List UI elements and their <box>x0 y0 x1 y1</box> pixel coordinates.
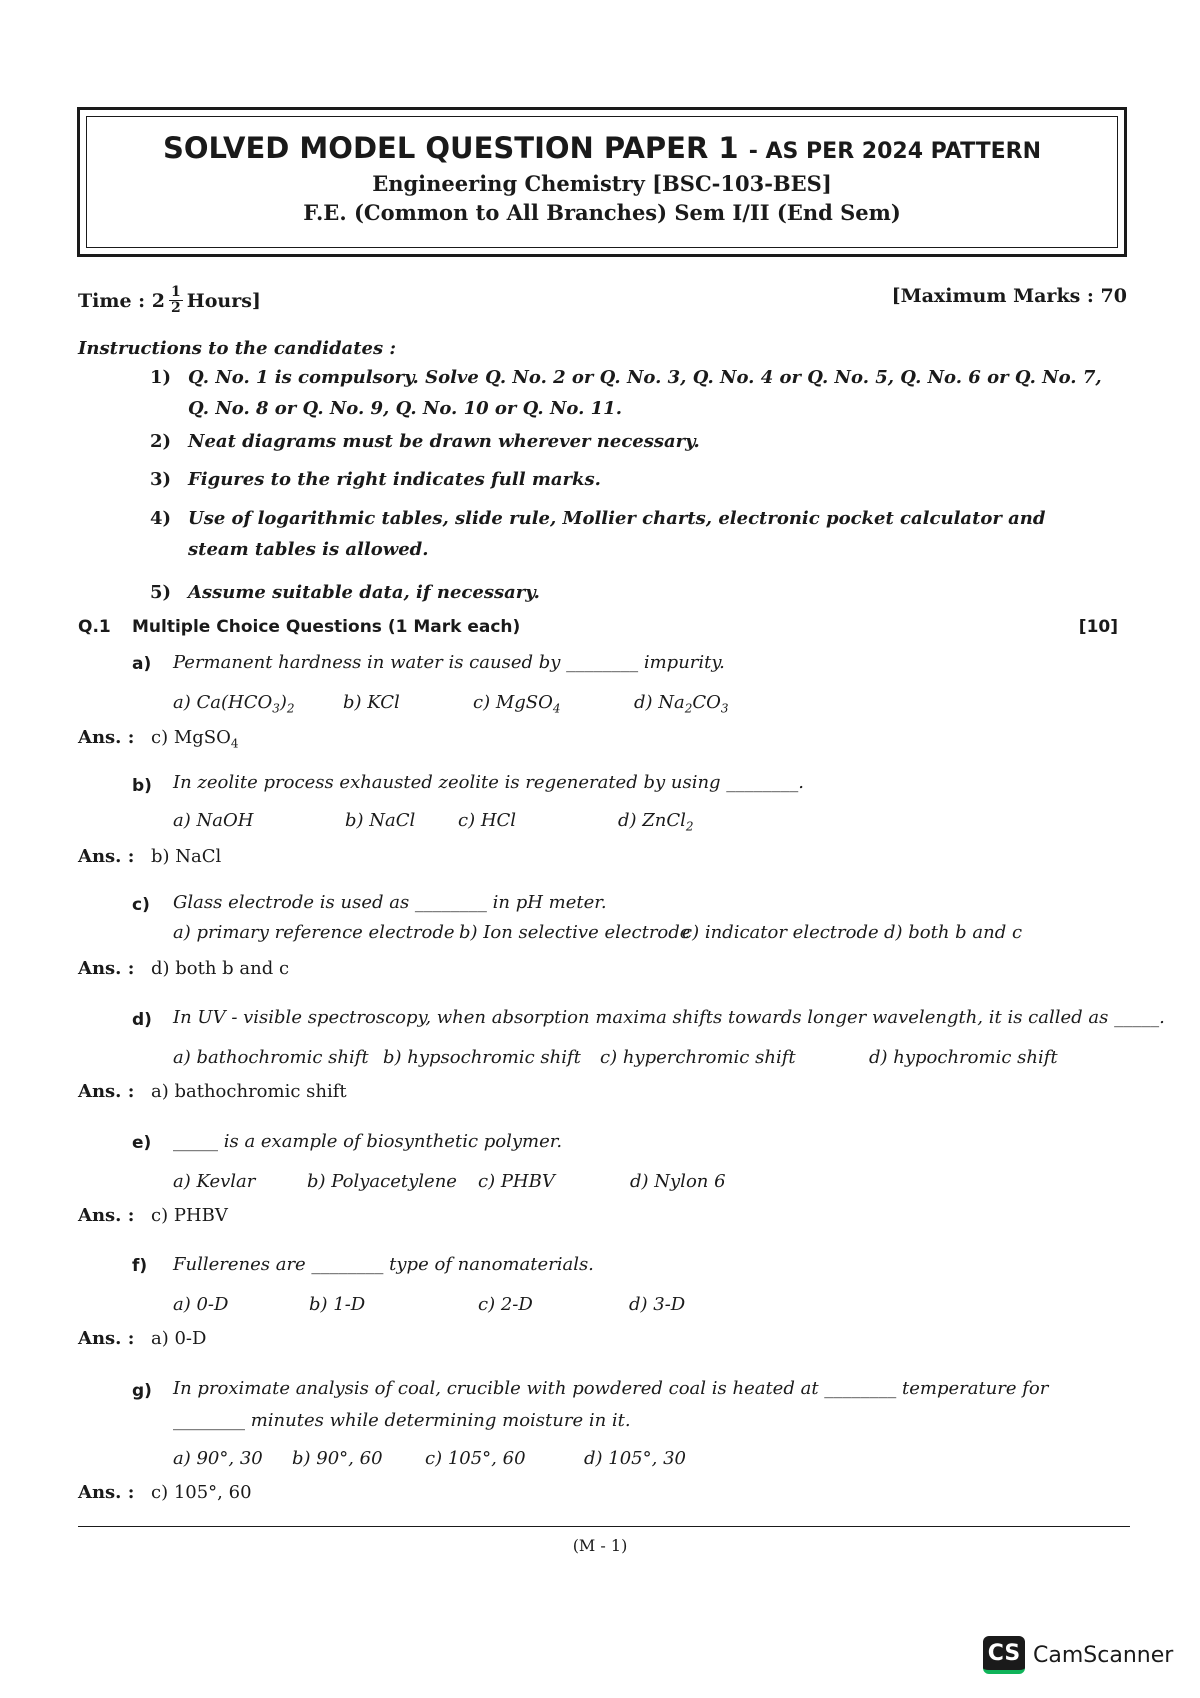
option: d) $Na_2CO_3$ <box>634 692 729 716</box>
camscanner-name: CamScanner <box>1033 1642 1174 1668</box>
question-label: b) <box>132 776 152 796</box>
course-line: F.E. (Common to All Branches) Sem I/II (End Sem) <box>303 200 901 225</box>
page-number: (M - 1) <box>572 1536 628 1555</box>
option: c) MgSO$_4$ <box>473 692 561 716</box>
option: b) NaCl <box>345 810 416 831</box>
option: a) bathochromic shift <box>173 1047 369 1068</box>
question-label: d) <box>132 1010 152 1030</box>
question-label: f) <box>132 1256 148 1276</box>
option: d) Nylon 6 <box>630 1171 726 1192</box>
option: c) hyperchromic shift <box>600 1047 796 1068</box>
instruction-item: 2) Neat diagrams must be drawn wherever necessary. <box>150 431 700 452</box>
instruction-item: 5) Assume suitable data, if necessary. <box>150 582 540 603</box>
option: b) KCl <box>343 692 400 713</box>
instruction-item: 1) Q. No. 1 is compulsory. Solve Q. No. 2 or Q. No. 3, Q. No. 4 or Q. No. 5, Q. No. 6 or Q. No. 7, Q. No. 8 or Q. No. 9, Q. No. 10 or Q. No. 11. <box>150 367 1102 419</box>
option: a) Kevlar <box>173 1171 256 1192</box>
answer-line: Ans. : d) both b and c <box>78 958 290 979</box>
time-fraction: $\frac{1}{2}$ <box>171 284 181 316</box>
camscanner-logo-icon: CS <box>983 1636 1025 1674</box>
paper-title: SOLVED MODEL QUESTION PAPER 1 - AS PER 2024 PATTERN <box>162 131 1042 165</box>
question-label: c) <box>132 895 150 915</box>
question-title: Multiple Choice Questions (1 Mark each) <box>132 617 521 637</box>
question-label: a) <box>132 654 152 674</box>
question-text: Glass electrode is used as ________ in pH meter. <box>173 892 607 913</box>
subject-line: Engineering Chemistry [BSC-103-BES] <box>372 171 832 196</box>
option: b) hypsochromic shift <box>383 1047 581 1068</box>
question-text: Permanent hardness in water is caused by ________ impurity. <box>173 652 725 673</box>
answer-line: Ans. : c) 105°, 60 <box>78 1482 252 1503</box>
option: d) 3-D <box>629 1294 686 1315</box>
option: d) ZnCl$_2$ <box>618 810 694 834</box>
question-text: Fullerenes are ________ type of nanomaterials. <box>173 1254 594 1275</box>
question-label: e) <box>132 1133 152 1153</box>
option: a) 90°, 30 <box>173 1448 263 1469</box>
pattern-label: - AS PER 2024 PATTERN <box>748 139 1042 164</box>
option: c) 105°, 60 <box>425 1448 526 1469</box>
option: d) 105°, 30 <box>584 1448 686 1469</box>
answer-line: Ans. : a) 0-D <box>78 1328 207 1349</box>
instruction-item: 3) Figures to the right indicates full marks. <box>150 469 601 490</box>
option: b) Ion selective electrode <box>459 922 691 943</box>
option: d) hypochromic shift <box>869 1047 1058 1068</box>
question-text: In UV - visible spectroscopy, when absorption maxima shifts towards longer wavelength, it is called as _____. <box>173 1007 1165 1028</box>
option: b) 1-D <box>309 1294 366 1315</box>
option: c) PHBV <box>478 1171 555 1192</box>
camscanner-watermark <box>983 1636 1173 1674</box>
question-text: In proximate analysis of coal, crucible with powdered coal is heated at ________ temperature for ________ minutes while determining moisture in it. <box>173 1378 1049 1431</box>
max-marks-label: [Maximum Marks : 70 <box>891 285 1127 307</box>
option: c) 2-D <box>478 1294 533 1315</box>
question-text: _____ is a example of biosynthetic polymer. <box>173 1131 563 1152</box>
option: c) indicator electrode <box>682 922 879 943</box>
option: b) Polyacetylene <box>307 1171 457 1192</box>
option: a) 0-D <box>173 1294 229 1315</box>
title-box <box>77 107 1127 257</box>
answer-line: Ans. : c) PHBV <box>78 1205 228 1226</box>
question-label: g) <box>132 1381 152 1401</box>
instruction-item: 4) Use of logarithmic tables, slide rule, Mollier charts, electronic pocket calculator and steam tables is allowed. <box>150 508 1046 560</box>
option: a) $Ca(HCO_3)_2$ <box>173 692 295 716</box>
question-marks: [10] <box>1078 617 1118 637</box>
footer-divider <box>78 1526 1130 1527</box>
option: a) NaOH <box>173 810 254 831</box>
option: a) primary reference electrode <box>173 922 455 943</box>
option: d) both b and c <box>884 922 1023 943</box>
option: b) 90°, 60 <box>292 1448 383 1469</box>
answer-line: Ans. : a) bathochromic shift <box>78 1081 347 1102</box>
answer-line: Ans. : c) MgSO$_4$ <box>78 727 239 751</box>
question-number: Q.1 <box>78 617 111 637</box>
instructions-heading: Instructions to the candidates : <box>78 338 397 359</box>
time-label: Time : 2 $\frac{1}{2}$ Hours] <box>78 284 261 316</box>
answer-line: Ans. : b) NaCl <box>78 846 222 867</box>
question-text: In zeolite process exhausted zeolite is regenerated by using ________. <box>173 772 805 793</box>
option: c) HCl <box>458 810 517 831</box>
